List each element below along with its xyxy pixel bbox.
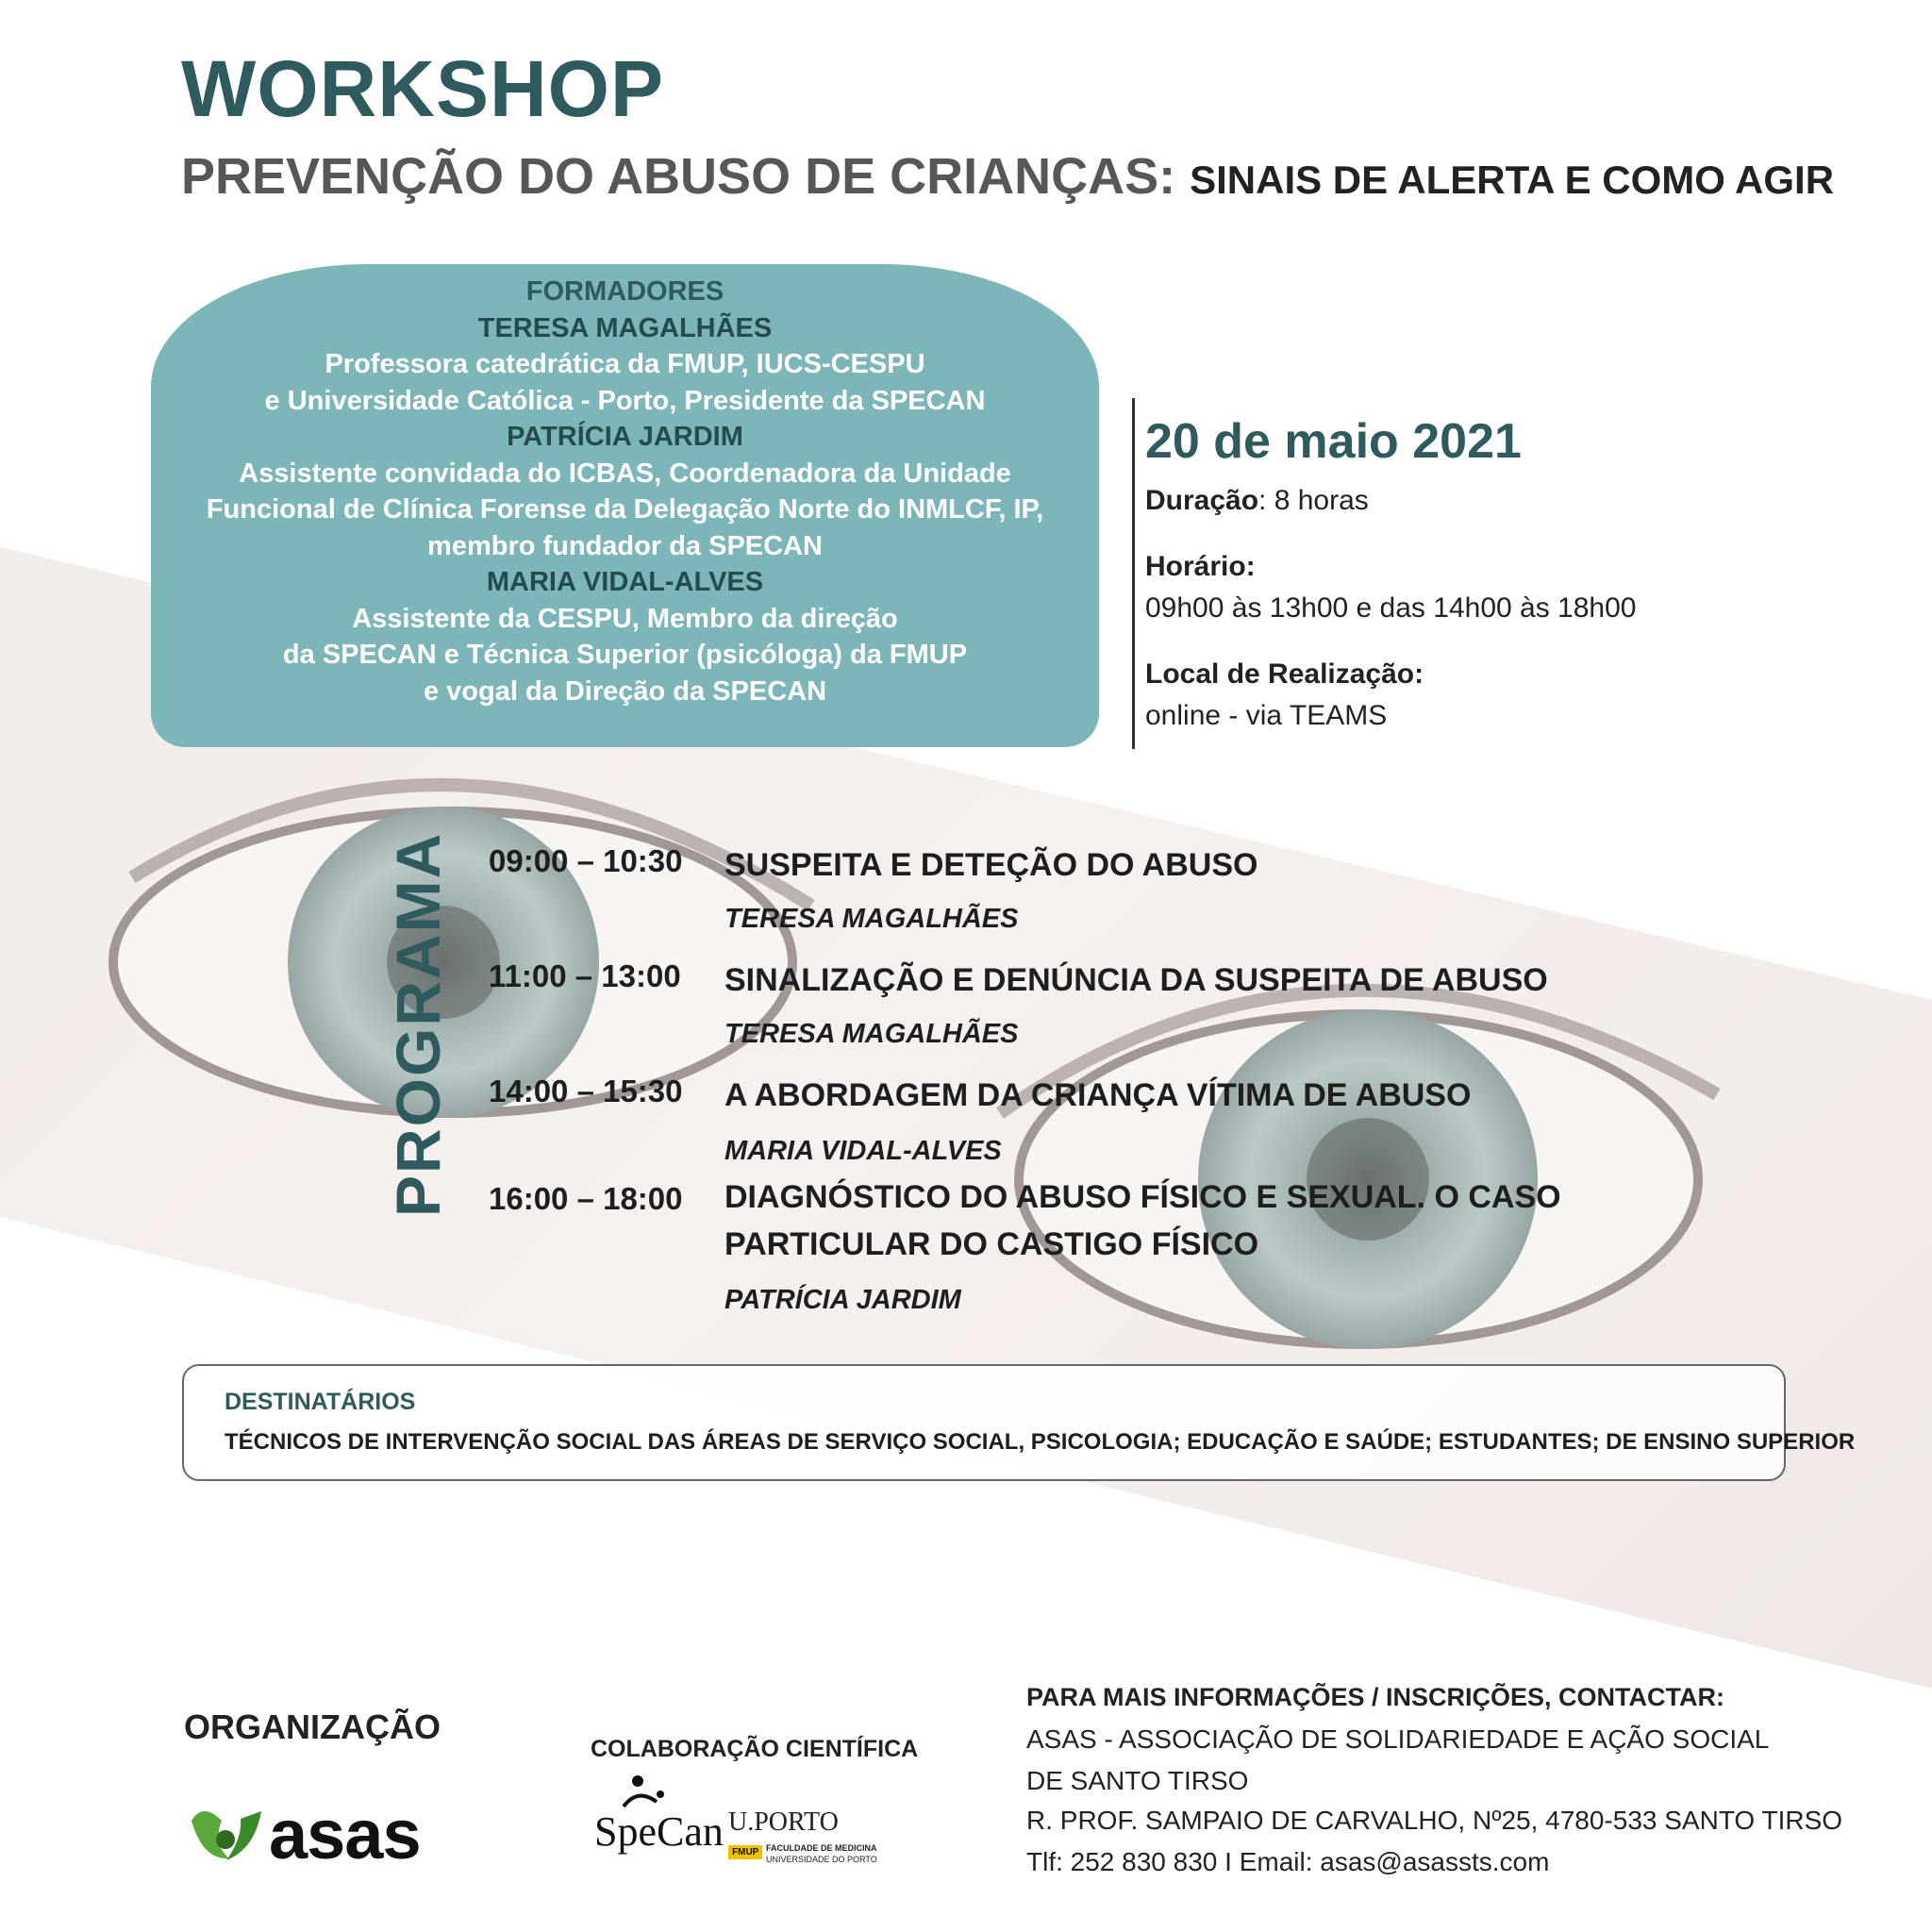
formador-name: PATRÍCIA JARDIM (507, 422, 743, 452)
fmup-badge: FMUP (728, 1845, 762, 1859)
programa-label: PROGRAMA (383, 831, 453, 1217)
info-divider (1132, 398, 1135, 749)
formador-desc: da SPECAN e Técnica Superior (psicóloga) da FMUP (282, 640, 968, 670)
asas-logo-text: asas (269, 1795, 421, 1874)
formador-desc: membro fundador da SPECAN (427, 530, 823, 561)
specan-logo-text: SpeCan (594, 1808, 724, 1855)
formadores-section (151, 274, 1099, 709)
session-time: 14:00 – 15:30 (489, 1074, 683, 1108)
asas-logo-icon (184, 1792, 269, 1877)
uporto-logo (728, 1807, 877, 1874)
formador-desc: Funcional de Clínica Forense da Delegação Norte do INMLCF, IP, (206, 494, 1044, 525)
workshop-title-main: PREVENÇÃO DO ABUSO DE CRIANÇAS: (181, 148, 1176, 205)
local-value: online - via TEAMS (1145, 700, 1388, 731)
contact-title: PARA MAIS INFORMAÇÕES / INSCRIÇÕES, CONTACTAR: (1026, 1683, 1724, 1711)
session-time: 09:00 – 10:30 (489, 843, 683, 878)
contact-line: R. PROF. SAMPAIO DE CARVALHO, Nº25, 4780-533 SANTO TIRSO (1026, 1806, 1843, 1835)
contact-line: ASAS - ASSOCIAÇÃO DE SOLIDARIEDADE E AÇÃO SOCIAL (1026, 1724, 1770, 1754)
session-title: A ABORDAGEM DA CRIANÇA VÍTIMA DE ABUSO (724, 1077, 1472, 1113)
session-title: SUSPEITA E DETEÇÃO DO ABUSO (724, 847, 1258, 883)
event-date: 20 de maio 2021 (1145, 414, 1522, 469)
specan-figures-icon (619, 1774, 675, 1811)
organizacao-label: ORGANIZAÇÃO (184, 1707, 441, 1746)
formador-name: MARIA VIDAL-ALVES (486, 567, 764, 597)
session-time: 11:00 – 13:00 (489, 958, 681, 993)
formador-desc: e vogal da Direção da SPECAN (423, 675, 827, 707)
session-speaker: TERESA MAGALHÃES (724, 1019, 1019, 1049)
formador-desc: Assistente convidada do ICBAS, Coordenadora da Unidade (239, 458, 1011, 489)
destinatarios-box (182, 1364, 1786, 1481)
workshop-title (181, 148, 1835, 205)
session-speaker: TERESA MAGALHÃES (724, 904, 1019, 934)
uporto-sub2: UNIVERSIDADE DO PORTO (766, 1855, 877, 1864)
destinatarios-title: DESTINATÁRIOS (225, 1389, 416, 1415)
destinatarios-text: TÉCNICOS DE INTERVENÇÃO SOCIAL DAS ÁREAS DE SERVIÇO SOCIAL, PSICOLOGIA; EDUCAÇÃO E SAÚDE; ESTUDANTES; DE ENSINO SUPERIOR (225, 1429, 1856, 1455)
horario-label: Horário: (1145, 551, 1256, 582)
contact-line: DE SANTO TIRSO (1026, 1766, 1249, 1795)
session-title-line2: PARTICULAR DO CASTIGO FÍSICO (724, 1226, 1259, 1262)
uporto-logo-text: U.PORTO (728, 1807, 839, 1837)
formador-desc: Professora catedrática da FMUP, IUCS-CESPU (325, 349, 925, 379)
local-label: Local de Realização: (1145, 658, 1424, 690)
page-title: WORKSHOP (181, 44, 664, 133)
workshop-subtitle: SINAIS DE ALERTA E COMO AGIR (1190, 158, 1835, 202)
formador-name: TERESA MAGALHÃES (477, 312, 773, 343)
specan-logo (591, 1774, 724, 1877)
duracao-value: : 8 horas (1258, 485, 1369, 516)
formadores-title: FORMADORES (525, 276, 724, 307)
colaboracao-label: COLABORAÇÃO CIENTÍFICA (591, 1736, 919, 1762)
duracao-label: Duração (1145, 485, 1259, 516)
duracao (1145, 485, 1369, 517)
session-title: SINALIZAÇÃO E DENÚNCIA DA SUSPEITA DE ABUSO (724, 962, 1548, 998)
asas-logo (184, 1792, 429, 1877)
session-time: 16:00 – 18:00 (489, 1181, 683, 1216)
formador-desc: e Universidade Católica - Porto, Presidente da SPECAN (264, 385, 986, 416)
session-title: DIAGNÓSTICO DO ABUSO FÍSICO E SEXUAL. O CASO (724, 1179, 1561, 1215)
formador-desc: Assistente da CESPU, Membro da direção (352, 603, 898, 634)
session-speaker: PATRÍCIA JARDIM (724, 1285, 961, 1315)
session-speaker: MARIA VIDAL-ALVES (724, 1136, 1002, 1166)
horario-value: 09h00 às 13h00 e das 14h00 às 18h00 (1145, 592, 1637, 624)
uporto-sub1: FACULDADE DE MEDICINA (766, 1843, 877, 1853)
contact-line: Tlf: 252 830 830 I Email: asas@asassts.com (1026, 1847, 1550, 1876)
